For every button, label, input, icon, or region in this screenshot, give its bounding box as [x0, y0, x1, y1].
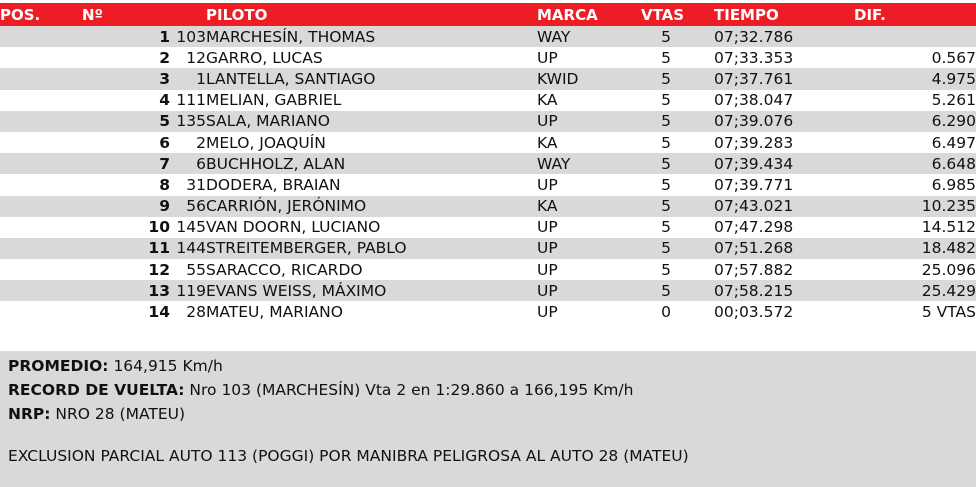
cell-piloto: EVANS WEISS, MÁXIMO	[206, 281, 387, 300]
promedio-label: PROMEDIO:	[8, 357, 109, 375]
cell-vtas: 5	[661, 281, 671, 300]
cell-piloto: MELO, JOAQUÍN	[206, 133, 326, 152]
cell-num: 145	[176, 218, 206, 237]
record-value: Nro 103 (MARCHESÍN) Vta 2 en 1:29.860 a 166,195 Km/h	[189, 381, 634, 399]
cell-dif: 6.985	[931, 175, 976, 194]
cell-num: 56	[186, 197, 206, 216]
cell-pos: 8	[159, 175, 170, 194]
cell-vtas: 5	[661, 154, 671, 173]
table-row	[0, 280, 976, 301]
cell-spacer	[671, 259, 714, 280]
cell-num: 111	[176, 91, 206, 110]
cell-spacer	[671, 47, 714, 68]
cell-marca: UP	[537, 112, 558, 131]
cell-dif: 18.482	[921, 239, 976, 258]
cell-marca: UP	[537, 175, 558, 194]
cell-marca: KWID	[537, 69, 579, 88]
cell-dif: 10.235	[921, 197, 976, 216]
cell-num: 31	[186, 175, 206, 194]
cell-dif: 6.648	[931, 154, 976, 173]
cell-spacer	[671, 90, 714, 111]
cell-tiempo: 07;57.882	[714, 260, 794, 279]
cell-tiempo: 07;58.215	[714, 281, 794, 300]
cell-pos: 3	[159, 69, 170, 88]
header-pos: POS.	[0, 5, 41, 24]
cell-vtas: 5	[661, 239, 671, 258]
cell-piloto: SALA, MARIANO	[206, 112, 330, 131]
cell-spacer	[671, 238, 714, 259]
cell-tiempo: 07;51.268	[714, 239, 794, 258]
header-tiempo: TIEMPO	[714, 5, 779, 24]
cell-piloto: BUCHHOLZ, ALAN	[206, 154, 346, 173]
cell-marca: KA	[537, 133, 558, 152]
cell-pos: 12	[148, 260, 170, 279]
header-vtas: VTAS	[641, 5, 685, 24]
cell-spacer	[671, 174, 714, 195]
exclusion-note: EXCLUSION PARCIAL AUTO 113 (POGGI) POR MANIBRA PELIGROSA AL AUTO 28 (MATEU)	[8, 447, 689, 465]
cell-tiempo: 07;47.298	[714, 218, 794, 237]
cell-dif	[854, 26, 976, 47]
cell-num: 103	[176, 27, 206, 46]
cell-num: 2	[196, 133, 206, 152]
cell-marca: UP	[537, 48, 558, 67]
cell-pos: 13	[148, 281, 170, 300]
cell-marca: WAY	[537, 27, 571, 46]
cell-num: 135	[176, 112, 206, 131]
cell-dif: 0.567	[931, 48, 976, 67]
cell-pos: 2	[159, 48, 170, 67]
cell-piloto: MATEU, MARIANO	[206, 303, 343, 322]
table-header	[0, 3, 976, 26]
record-label: RECORD DE VUELTA:	[8, 381, 185, 399]
results-body	[0, 26, 976, 323]
cell-dif: 25.429	[921, 281, 976, 300]
cell-pos: 1	[159, 27, 170, 46]
cell-marca: WAY	[537, 154, 571, 173]
cell-marca: UP	[537, 281, 558, 300]
promedio-value: 164,915 Km/h	[113, 357, 223, 375]
cell-piloto: CARRIÓN, JERÓNIMO	[206, 197, 367, 216]
record-line	[8, 378, 976, 402]
header-num	[82, 3, 206, 26]
cell-dif: 25.096	[921, 260, 976, 279]
cell-piloto: VAN DOORN, LUCIANO	[206, 218, 381, 237]
cell-tiempo: 07;37.761	[714, 69, 794, 88]
cell-piloto: STREITEMBERGER, PABLO	[206, 239, 407, 258]
cell-tiempo: 07;38.047	[714, 91, 794, 110]
cell-vtas: 5	[661, 197, 671, 216]
cell-marca: KA	[537, 197, 558, 216]
cell-vtas: 5	[661, 218, 671, 237]
results-table	[0, 3, 976, 323]
cell-spacer	[671, 26, 714, 47]
cell-pos: 4	[159, 91, 170, 110]
cell-pos: 14	[148, 303, 170, 322]
cell-dif: 6.290	[931, 112, 976, 131]
cell-marca: UP	[537, 218, 558, 237]
cell-vtas: 5	[661, 175, 671, 194]
cell-vtas: 5	[661, 27, 671, 46]
cell-tiempo: 07;39.434	[714, 154, 794, 173]
cell-marca: UP	[537, 239, 558, 258]
cell-vtas: 5	[661, 260, 671, 279]
cell-num: 28	[186, 303, 206, 322]
cell-tiempo: 07;39.283	[714, 133, 794, 152]
cell-dif: 5 VTAS	[921, 303, 976, 322]
cell-vtas: 5	[661, 48, 671, 67]
table-row	[0, 111, 976, 132]
table-row	[0, 132, 976, 153]
cell-piloto: MARCHESÍN, THOMAS	[206, 27, 376, 46]
cell-piloto: SARACCO, RICARDO	[206, 260, 363, 279]
cell-piloto: LANTELLA, SANTIAGO	[206, 69, 376, 88]
cell-vtas: 0	[661, 303, 671, 322]
cell-piloto: DODERA, BRAIAN	[206, 175, 341, 194]
cell-dif: 6.497	[931, 133, 976, 152]
cell-spacer	[671, 111, 714, 132]
cell-tiempo: 00;03.572	[714, 303, 794, 322]
promedio-line	[8, 354, 976, 378]
cell-pos: 9	[159, 197, 170, 216]
cell-pos: 10	[148, 218, 170, 237]
cell-num: 12	[186, 48, 206, 67]
cell-pos: 11	[148, 239, 170, 258]
cell-tiempo: 07;39.771	[714, 175, 794, 194]
table-row	[0, 174, 976, 195]
header-marca: MARCA	[537, 5, 598, 24]
cell-spacer	[671, 301, 714, 322]
cell-vtas: 5	[661, 69, 671, 88]
cell-tiempo: 07;39.076	[714, 112, 794, 131]
cell-vtas: 5	[661, 91, 671, 110]
table-row	[0, 259, 976, 280]
cell-marca: UP	[537, 303, 558, 322]
cell-spacer	[671, 280, 714, 301]
cell-dif: 5.261	[931, 91, 976, 110]
cell-piloto: GARRO, LUCAS	[206, 48, 323, 67]
table-row	[0, 301, 976, 322]
nrp-label: NRP:	[8, 405, 51, 423]
cell-pos: 6	[159, 133, 170, 152]
header-num-label: Nº	[82, 5, 104, 24]
cell-spacer	[671, 68, 714, 89]
cell-tiempo: 07;32.786	[714, 27, 794, 46]
table-row	[0, 196, 976, 217]
cell-pos: 7	[159, 154, 170, 173]
cell-pos: 5	[159, 112, 170, 131]
cell-marca: UP	[537, 260, 558, 279]
cell-num: 144	[176, 239, 206, 258]
race-info-panel	[0, 351, 976, 487]
cell-tiempo: 07;33.353	[714, 48, 794, 67]
cell-marca: KA	[537, 91, 558, 110]
cell-vtas: 5	[661, 133, 671, 152]
cell-spacer	[671, 196, 714, 217]
nrp-value: NRO 28 (MATEU)	[55, 405, 186, 423]
table-row	[0, 68, 976, 89]
cell-num: 1	[196, 69, 206, 88]
header-piloto: PILOTO	[206, 5, 268, 24]
cell-tiempo: 07;43.021	[714, 197, 794, 216]
nrp-line	[8, 402, 976, 426]
table-row	[0, 26, 976, 47]
cell-vtas: 5	[661, 112, 671, 131]
table-row	[0, 238, 976, 259]
header-dif: DIF.	[854, 5, 886, 24]
table-row	[0, 153, 976, 174]
cell-dif: 4.975	[931, 69, 976, 88]
cell-spacer	[671, 217, 714, 238]
cell-num: 55	[186, 260, 206, 279]
table-row	[0, 217, 976, 238]
cell-dif: 14.512	[921, 218, 976, 237]
cell-num: 119	[176, 281, 206, 300]
cell-spacer	[671, 132, 714, 153]
table-row	[0, 90, 976, 111]
cell-piloto: MELIAN, GABRIEL	[206, 91, 342, 110]
table-row	[0, 47, 976, 68]
info-spacer	[8, 426, 976, 444]
cell-spacer	[671, 153, 714, 174]
cell-num: 6	[196, 154, 206, 173]
